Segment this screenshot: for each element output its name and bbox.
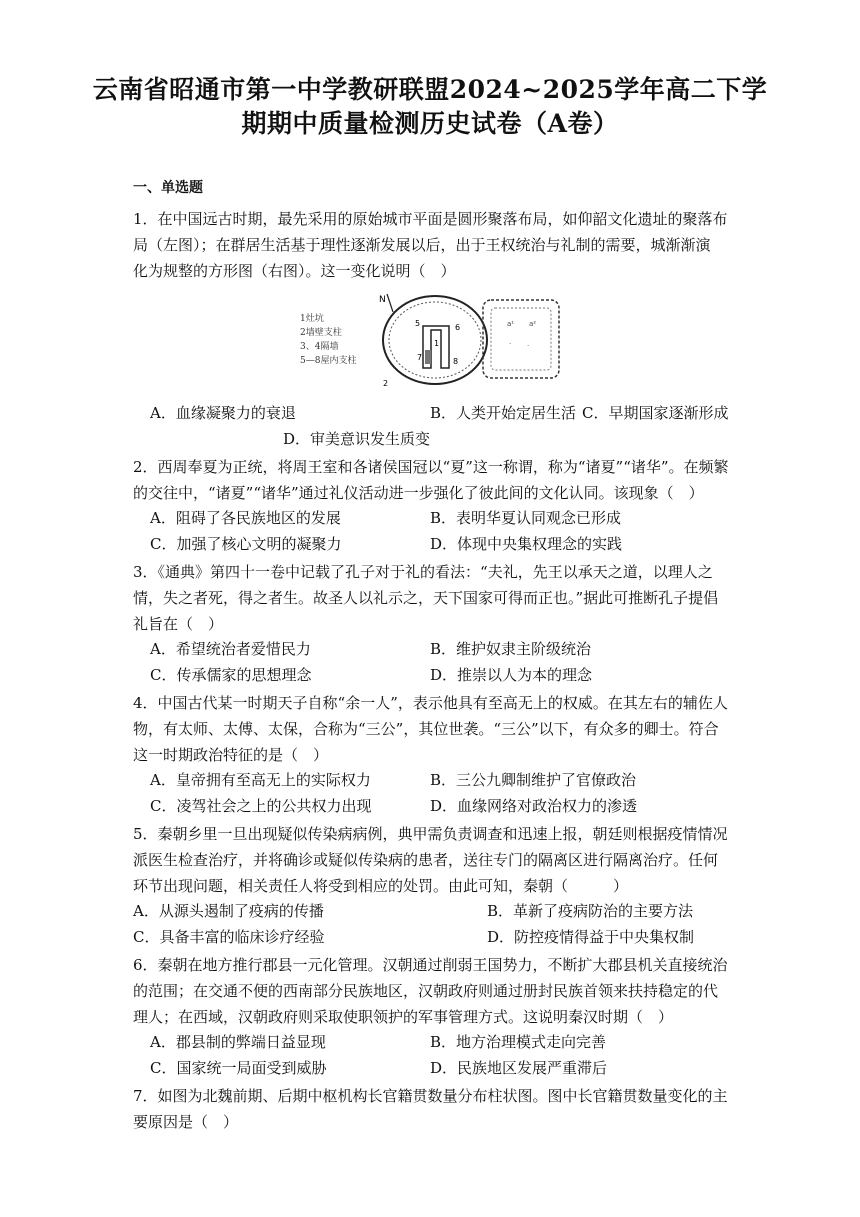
q6-option-c[interactable]: C．国家统一局面受到威胁 [150, 1059, 327, 1077]
q6-option-a[interactable]: A．郡县制的弊端日益显现 [150, 1033, 326, 1051]
legend-item: 3、4隔墙 [300, 342, 339, 352]
svg-text:·: · [509, 340, 512, 348]
svg-text:a¹: a¹ [507, 320, 515, 328]
q3-option-c[interactable]: C．传承儒家的思想理念 [150, 666, 312, 684]
q3-line3: 礼旨在（ ） [133, 615, 224, 633]
q2-line1: 2．西周奉夏为正统，将周王室和各诸侯国冠以“夏”这一称谓，称为“诸夏”“诸华”。在频繁 [133, 458, 729, 476]
legend-item: 2墙壁支柱 [300, 328, 342, 338]
svg-text:a²: a² [529, 320, 537, 328]
q6-line3: 理人；在西域，汉朝政府则采取使职领护的军事管理方式。这说明秦汉时期（ ） [133, 1008, 674, 1026]
svg-text:2: 2 [383, 379, 389, 388]
q5-line1: 5．秦朝乡里一旦出现疑似传染病病例，典甲需负责调查和迅速上报，朝廷则根据疫情情况 [133, 825, 728, 843]
q3-option-d[interactable]: D．推崇以人为本的理念 [430, 666, 593, 684]
q4-line1: 4．中国古代某一时期天子自称“余一人”，表示他具有至高无上的权威。在其左右的辅佐人 [133, 694, 728, 712]
q1-option-a[interactable]: A．血缘凝聚力的衰退 [150, 404, 296, 422]
q1-line2: 局（左图）；在群居生活基于理性逐渐发展以后，出于王权统治与礼制的需要，城渐渐演 [133, 236, 711, 254]
q1-line1: 1．在中国远古时期，最先采用的原始城市平面是圆形聚落布局，如仰韶文化遗址的聚落布 [133, 210, 728, 228]
q5-line2: 派医生检查治疗，并将确诊或疑似传染病的患者，送往专门的隔离区进行隔离治疗。任何 [133, 851, 719, 869]
q5-line3: 环节出现问题，相关责任人将受到相应的处罚。由此可知，秦朝（ ） [133, 877, 629, 895]
svg-text:5: 5 [415, 319, 421, 328]
exam-title-line1: 云南省昭通市第一中学教研联盟2024~2025学年高二下学 [92, 75, 768, 104]
q2-option-c[interactable]: C．加强了核心文明的凝聚力 [150, 535, 342, 553]
legend-item: 5—8屋内支柱 [300, 356, 357, 366]
q5-option-c[interactable]: C．具备丰富的临床诊疗经验 [133, 928, 325, 946]
svg-text:1: 1 [434, 339, 440, 348]
q1-option-b[interactable]: B．人类开始定居生活 [430, 404, 577, 422]
q6-option-d[interactable]: D．民族地区发展严重滞后 [430, 1059, 608, 1077]
svg-text:6: 6 [455, 323, 461, 332]
q5-option-a[interactable]: A．从源头遏制了疫病的传播 [133, 902, 324, 920]
svg-text:7: 7 [417, 353, 423, 362]
q2-line2: 的交往中，“诸夏”“诸华”通过礼仪活动进一步强化了彼此间的文化认同。该现象（ ） [133, 484, 704, 502]
q2-option-a[interactable]: A．阻碍了各民族地区的发展 [150, 509, 341, 527]
section-heading: 一、单选题 [133, 180, 203, 196]
q2-option-d[interactable]: D．体现中央集权理念的实践 [430, 535, 623, 553]
q1-option-d[interactable]: D．审美意识发生质变 [283, 430, 431, 448]
legend-item: 1灶坑 [300, 314, 324, 324]
q7-line2: 要原因是（ ） [133, 1113, 239, 1131]
exam-title-line2: 期期中质量检测历史试卷（A卷） [241, 109, 619, 138]
q4-line2: 物，有太师、太傅、太保，合称为“三公”，其位世袭。“三公”以下，有众多的卿士。符合 [133, 720, 719, 738]
svg-text:8: 8 [453, 357, 459, 366]
svg-text:·: · [527, 342, 530, 350]
q6-line1: 6．秦朝在地方推行郡县一元化管理。汉朝通过削弱王国势力，不断扩大郡县机关直接统治 [133, 956, 728, 974]
svg-text:N: N [379, 295, 386, 305]
q3-line1: 3．《通典》第四十一卷中记载了孔子对于礼的看法：“夫礼，先王以承天之道，以理人之 [133, 563, 713, 581]
q1-line3: 化为规整的方形图（右图）。这一变化说明（ ） [133, 262, 456, 280]
q6-line2: 的范围；在交通不便的西南部分民族地区，汉朝政府则通过册封民族首领来扶持稳定的代 [133, 982, 719, 1000]
q3-option-b[interactable]: B．维护奴隶主阶级统治 [430, 640, 592, 658]
q3-option-a[interactable]: A．希望统治者爱惜民力 [150, 640, 311, 658]
q2-option-b[interactable]: B．表明华夏认同观念已形成 [430, 509, 622, 527]
q5-option-b[interactable]: B．革新了疫病防治的主要方法 [487, 902, 694, 920]
q4-option-d[interactable]: D．血缘网络对政治权力的渗透 [430, 797, 638, 815]
q4-option-c[interactable]: C．凌驾社会之上的公共权力出现 [150, 797, 372, 815]
q5-option-d[interactable]: D．防控疫情得益于中央集权制 [487, 928, 695, 946]
q4-line3: 这一时期政治特征的是（ ） [133, 746, 329, 764]
q4-option-b[interactable]: B．三公九卿制维护了官僚政治 [430, 771, 637, 789]
q4-option-a[interactable]: A．皇帝拥有至高无上的实际权力 [150, 771, 371, 789]
q1-option-c[interactable]: C．早期国家逐渐形成 [582, 404, 729, 422]
q3-line2: 情，失之者死，得之者生。故圣人以礼示之，天下国家可得而正也。”据此可推断孔子提倡 [133, 589, 719, 607]
q6-option-b[interactable]: B．地方治理模式走向完善 [430, 1033, 607, 1051]
q7-line1: 7．如图为北魏前期、后期中枢机构长官籍贯数量分布柱状图。图中长官籍贯数量变化的主 [133, 1087, 728, 1105]
figure-legend [300, 312, 356, 368]
